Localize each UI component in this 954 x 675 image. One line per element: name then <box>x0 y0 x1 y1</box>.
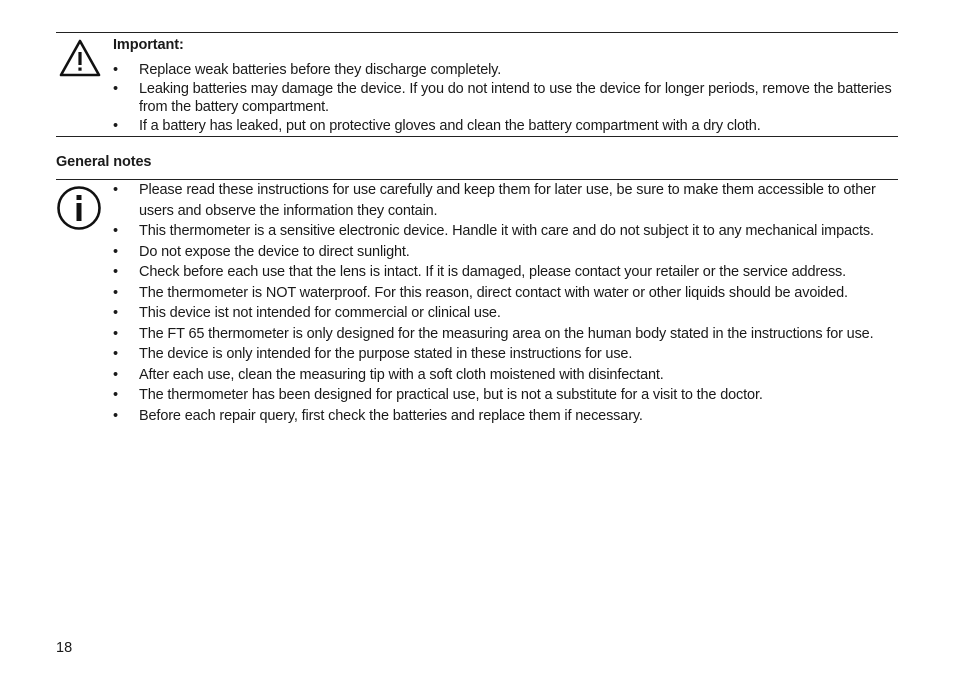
note-item-6: • This device ist not intended for commercial or clinical use. <box>113 303 899 324</box>
important-item-1: • Replace weak batteries before they discharge completely. <box>113 61 899 80</box>
important-bottom-rule <box>56 136 898 137</box>
info-icon <box>56 185 102 231</box>
note-item-3: • Do not expose the device to direct sunlight. <box>113 242 899 263</box>
page-number: 18 <box>56 640 73 656</box>
note-item-9: • After each use, clean the measuring tip with a soft cloth moistened with disinfectant. <box>113 365 899 386</box>
note-item-4: • Check before each use that the lens is intact. If it is damaged, please contact your retailer or the service address. <box>113 262 899 283</box>
warning-triangle-icon <box>58 38 102 78</box>
important-list <box>113 61 899 135</box>
note-item-5: • The thermometer is NOT waterproof. For this reason, direct contact with water or other liquids should be avoided. <box>113 283 899 304</box>
general-notes-title: General notes <box>56 154 152 170</box>
important-top-rule <box>56 32 898 33</box>
note-item-1: • Please read these instructions for use carefully and keep them for later use, be sure to make them accessible to other users and observe the information they contain. <box>113 180 899 221</box>
general-notes-list <box>113 180 899 426</box>
important-item-2: • Leaking batteries may damage the device. If you do not intend to use the device for longer periods, remove the batteries from the battery compartment. <box>113 80 899 117</box>
important-title: Important: <box>113 37 184 53</box>
note-item-11: • Before each repair query, first check the batteries and replace them if necessary. <box>113 406 899 427</box>
note-item-8: • The device is only intended for the purpose stated in these instructions for use. <box>113 344 899 365</box>
note-item-7: • The FT 65 thermometer is only designed for the measuring area on the human body stated in the instructions for use. <box>113 324 899 345</box>
note-item-10: • The thermometer has been designed for practical use, but is not a substitute for a visit to the doctor. <box>113 385 899 406</box>
important-item-3: • If a battery has leaked, put on protective gloves and clean the battery compartment with a dry cloth. <box>113 117 899 136</box>
note-item-2: • This thermometer is a sensitive electronic device. Handle it with care and do not subject it to any mechanical impacts. <box>113 221 899 242</box>
